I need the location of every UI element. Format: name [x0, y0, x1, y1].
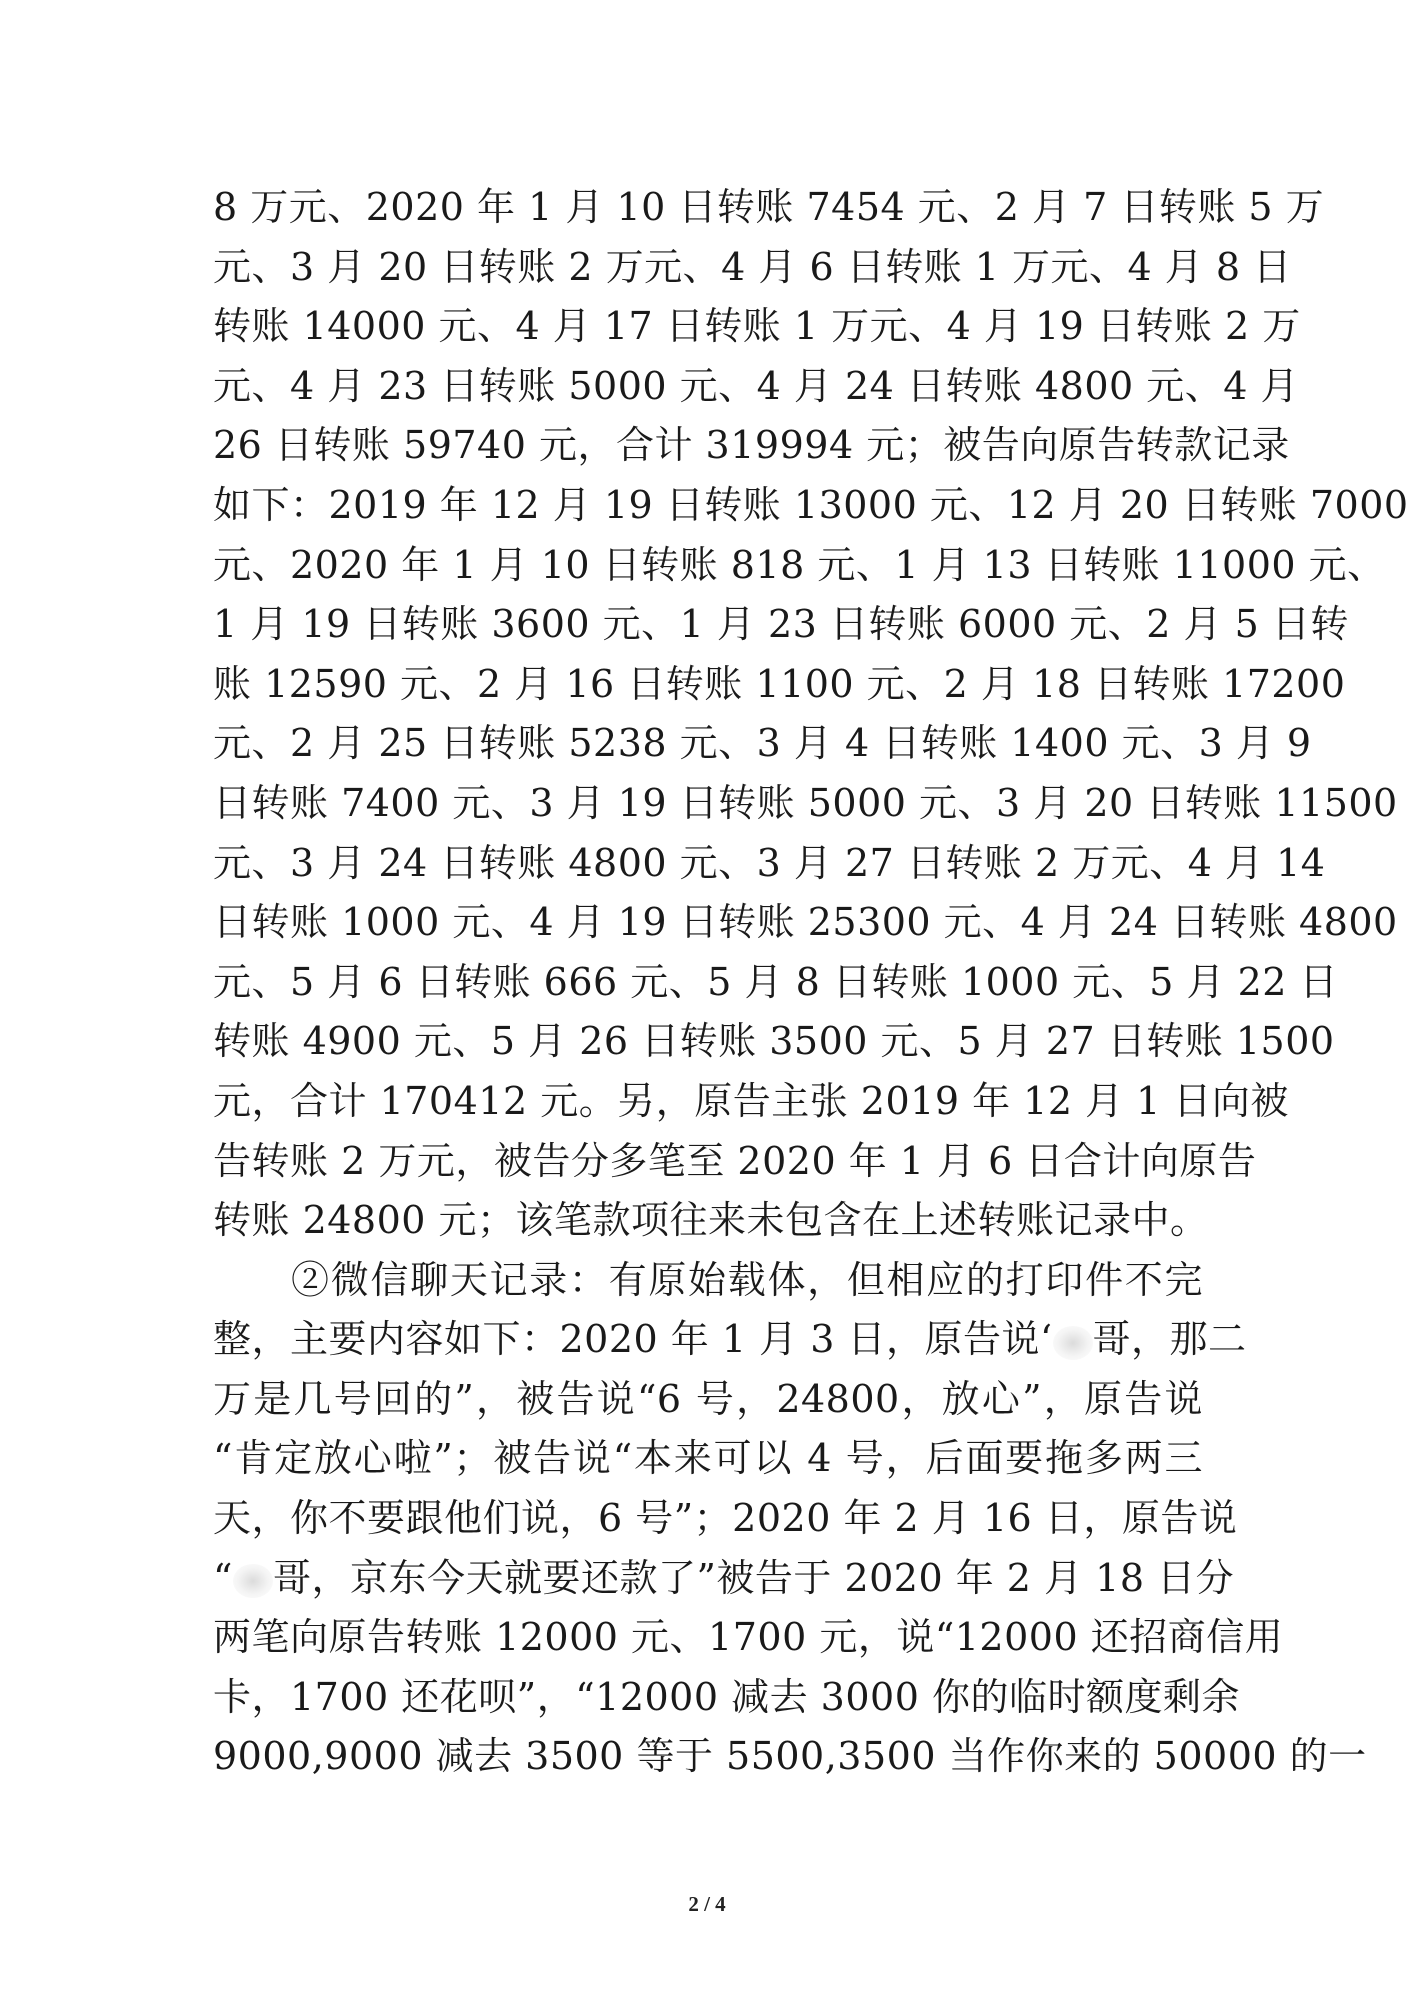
paragraph-wechat-records — [213, 1251, 1367, 1787]
text-line: 元，合计 170412 元。另，原告主张 2019 年 12 月 1 日向被 — [213, 1078, 1289, 1123]
text-line: 如下：2019 年 12 月 19 日转账 13000 元、12 月 20 日转账 7000 — [213, 482, 1409, 527]
text-line: 元、5 月 6 日转账 666 元、5 月 8 日转账 1000 元、5 月 22 日 — [213, 959, 1339, 1004]
redaction-blur — [233, 1564, 273, 1598]
text-line: 8 万元、2020 年 1 月 10 日转账 7454 元、2 月 7 日转账 5 万 — [213, 185, 1325, 229]
text-line: 万是几号回的”，被告说“6 号，24800，放心”，原告说 — [213, 1376, 1203, 1421]
text-line: 26 日转账 59740 元，合计 319994 元；被告向原告转款记录 — [213, 423, 1290, 468]
text-line: 账 12590 元、2 月 16 日转账 1100 元、2 月 18 日转账 17200 — [213, 661, 1346, 706]
text-line: 转账 24800 元；该笔款项往来未包含在上述转账记录中。 — [213, 1198, 1209, 1243]
text-line: 元、3 月 24 日转账 4800 元、3 月 27 日转账 2 万元、4 月 14 — [213, 840, 1326, 885]
text-line: 元、3 月 20 日转账 2 万元、4 月 6 日转账 1 万元、4 月 8 日 — [213, 244, 1292, 289]
text-line: 卡，1700 还花呗”，“12000 减去 3000 你的临时额度剩余 — [213, 1674, 1240, 1719]
text-line — [213, 1310, 1247, 1370]
text-line: 转账 4900 元、5 月 26 日转账 3500 元、5 月 27 日转账 1500 — [213, 1019, 1335, 1064]
text-line: “肯定放心啦”；被告说“本来可以 4 号，后面要拖多两三 — [213, 1436, 1203, 1481]
text-line: 元、4 月 23 日转账 5000 元、4 月 24 日转账 4800 元、4 月 — [213, 363, 1300, 408]
text-line: ②微信聊天记录：有原始载体，但相应的打印件不完 — [291, 1257, 1203, 1302]
text-line: 元、2 月 25 日转账 5238 元、3 月 4 日转账 1400 元、3 月 9 — [213, 721, 1312, 766]
text-segment: “ — [213, 1555, 233, 1600]
text-line: 天，你不要跟他们说，6 号”；2020 年 2 月 16 日，原告说 — [213, 1496, 1238, 1541]
text-line: 两笔向原告转账 12000 元、1700 元，说“12000 还招商信用 — [213, 1615, 1284, 1660]
text-line: 元、2020 年 1 月 10 日转账 818 元、1 月 13 日转账 11000 元、 — [213, 542, 1386, 587]
text-line: 1 月 19 日转账 3600 元、1 月 23 日转账 6000 元、2 月 5 日转 — [213, 602, 1349, 647]
document-body — [213, 178, 1409, 1787]
text-segment: 哥，那二 — [1092, 1317, 1247, 1362]
text-segment: 整，主要内容如下：2020 年 1 月 3 日，原告说‘ — [213, 1317, 1053, 1362]
page-number: 2 / 4 — [688, 1892, 726, 1916]
redaction-blur — [1053, 1326, 1093, 1360]
text-line: 告转账 2 万元，被告分多笔至 2020 年 1 月 6 日合计向原告 — [213, 1138, 1257, 1183]
paragraph-transfer-records — [213, 178, 1409, 1251]
text-line: 9000,9000 减去 3500 等于 5500,3500 当作你来的 50000 的一 — [213, 1734, 1367, 1779]
text-line: 转账 14000 元、4 月 17 日转账 1 万元、4 月 19 日转账 2 万 — [213, 304, 1301, 349]
text-line — [213, 1549, 1235, 1609]
text-line: 日转账 1000 元、4 月 19 日转账 25300 元、4 月 24 日转账 4800 — [213, 900, 1398, 945]
text-segment: 哥，京东今天就要还款了”被告于 2020 年 2 月 18 日分 — [272, 1555, 1235, 1600]
text-line: 日转账 7400 元、3 月 19 日转账 5000 元、3 月 20 日转账 11500 — [213, 780, 1398, 825]
